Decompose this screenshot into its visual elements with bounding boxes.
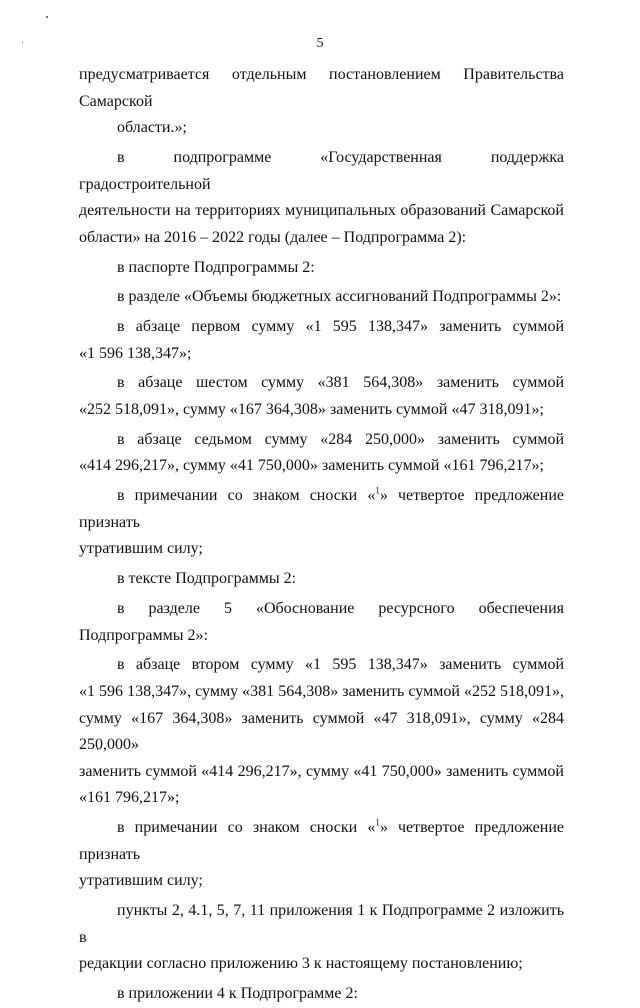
footnote-mark: 1 <box>375 485 380 496</box>
paragraph-line: «161 796,217»; <box>79 789 180 807</box>
paragraph-line: Подпрограммы 2»: <box>79 626 208 644</box>
line-part: » четвертое предложение признать <box>79 487 564 531</box>
paragraph-11 <box>79 652 564 812</box>
paragraph-line: утратившим силу; <box>79 872 203 890</box>
paragraph-line: «414 296,217», сумму «41 750,000» заменить суммой «161 796,217»; <box>79 457 544 475</box>
paragraph-line: в тексте Подпрограммы 2: <box>117 570 297 588</box>
paragraph-line: в приложении 4 к Подпрограмме 2: <box>117 985 358 1003</box>
footnote-mark: 1 <box>375 817 380 828</box>
paragraph-line: деятельности на территориях муниципальных образований Самарской <box>79 202 564 220</box>
paragraph-10 <box>79 596 564 649</box>
paragraph-line: в паспорте Подпрограммы 2: <box>117 258 315 276</box>
paragraph-1 <box>79 62 564 142</box>
paragraph-line: «252 518,091», сумму «167 364,308» заменить суммой «47 318,091»; <box>79 401 544 419</box>
paragraph-13 <box>79 898 564 978</box>
paragraph-line: в абзаце шестом сумму «381 564,308» заменить суммой <box>117 374 564 392</box>
page-number: 5 <box>316 36 324 51</box>
paragraph-line: области.»; <box>117 119 187 137</box>
paragraph-line: редакции согласно приложению 3 к настоящему постановлению; <box>79 955 523 973</box>
paragraph-7 <box>79 427 564 480</box>
paragraph-line: области» на 2016 – 2022 годы (далее – Подпрограмма 2): <box>79 228 467 246</box>
line-part: в примечании со знаком сноски « <box>117 487 376 505</box>
paragraph-line: пункты 2, 4.1, 5, 7, 11 приложения 1 к Подпрограмме 2 изложить в <box>79 902 564 946</box>
paragraph-2 <box>79 145 564 251</box>
paragraph-6 <box>79 370 564 423</box>
paragraph-line: в подпрограмме «Государственная поддержка градостроительной <box>79 148 564 193</box>
paragraph-line: заменить суммой «414 296,217», сумму «41 750,000» заменить суммой <box>79 762 564 780</box>
paragraph-4 <box>79 284 564 311</box>
paragraph-9 <box>79 566 564 593</box>
paragraph-line: в абзаце первом сумму «1 595 138,347» заменить суммой <box>117 318 564 336</box>
paragraph-line: утратившим силу; <box>79 540 203 558</box>
paragraph-3 <box>79 255 564 282</box>
document-body <box>79 62 564 1008</box>
line-part: в примечании со знаком сноски « <box>117 819 376 837</box>
paragraph-line: в абзаце седьмом сумму «284 250,000» заменить суммой <box>117 430 564 448</box>
line-part: » четвертое предложение признать <box>79 819 564 863</box>
paragraph-line: сумму «167 364,308» заменить суммой «47 318,091», сумму «284 250,000» <box>79 709 564 754</box>
paragraph-14 <box>79 981 564 1008</box>
paragraph-line <box>79 815 564 868</box>
paragraph-line: в разделе «Объемы бюджетных ассигнований Подпрограммы 2»: <box>117 288 562 306</box>
paragraph-line: «1 596 138,347», сумму «381 564,308» заменить суммой «252 518,091», <box>79 682 564 700</box>
paragraph-line: «1 596 138,347»; <box>79 344 192 362</box>
scan-speck <box>46 16 48 18</box>
paragraph-line: в абзаце втором сумму «1 595 138,347» заменить суммой <box>117 656 564 674</box>
paragraph-8 <box>79 483 564 563</box>
paragraph-12 <box>79 815 564 895</box>
paragraph-line: в разделе 5 «Обоснование ресурсного обеспечения <box>117 599 564 617</box>
paragraph-line: предусматривается отдельным постановлением Правительства Самарской <box>79 66 564 110</box>
paragraph-line <box>79 483 564 536</box>
paragraph-5 <box>79 314 564 367</box>
